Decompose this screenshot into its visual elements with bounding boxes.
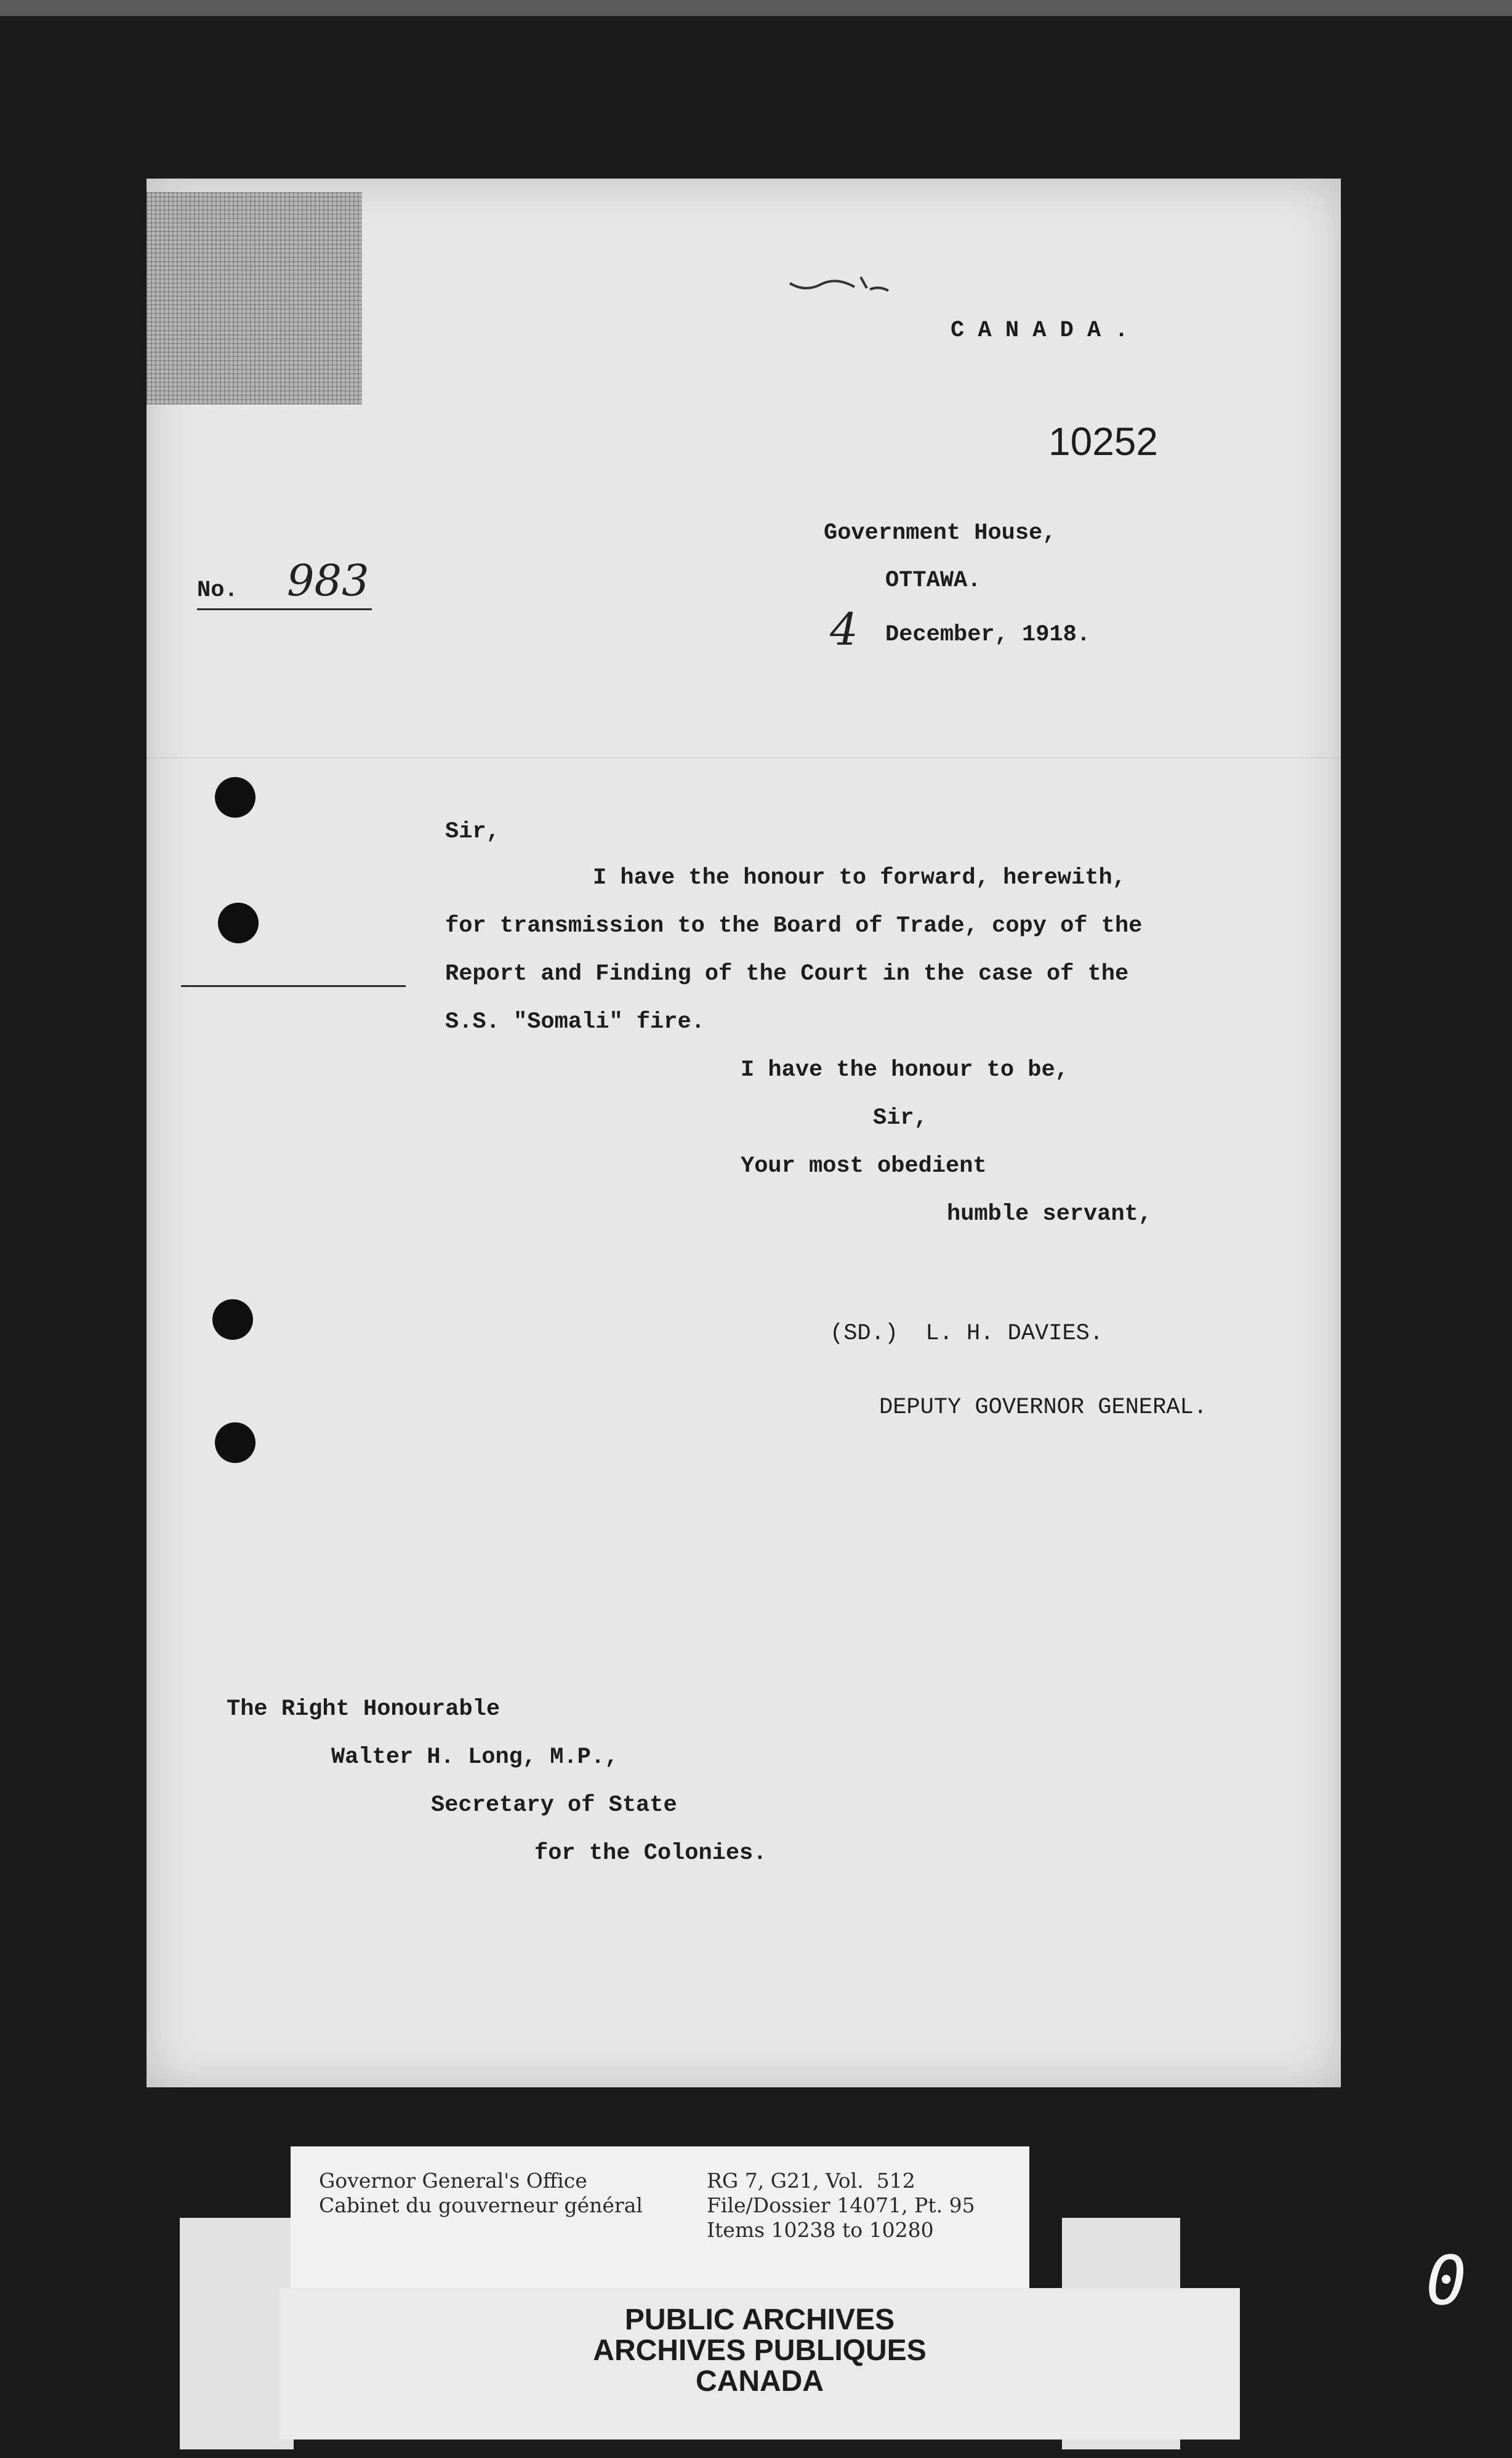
address-line-2: OTTAWA. bbox=[885, 568, 981, 594]
punch-hole bbox=[212, 1299, 253, 1340]
signature: (SD.) L. H. DAVIES. bbox=[830, 1321, 1104, 1347]
ref-label: No. bbox=[197, 578, 238, 603]
frame-mark: 0 bbox=[1426, 2241, 1467, 2320]
ref-number-handwritten: 983 bbox=[287, 555, 369, 606]
closing-line-1: I have the honour to be, bbox=[741, 1057, 1069, 1083]
film-edge bbox=[0, 0, 1512, 16]
margin-rule bbox=[181, 985, 406, 987]
recipient-line-2: Walter H. Long, M.P., bbox=[331, 1744, 619, 1770]
punch-hole bbox=[215, 1422, 255, 1463]
fabric-swatch bbox=[147, 192, 362, 405]
ref-underline bbox=[197, 608, 372, 610]
recipient-line-1: The Right Honourable bbox=[227, 1696, 501, 1722]
office-english: Governor General's Office bbox=[319, 2169, 587, 2193]
signature-title: DEPUTY GOVERNOR GENERAL. bbox=[879, 1395, 1207, 1420]
body-line-1: I have the honour to forward, herewith, bbox=[593, 865, 1126, 891]
salutation: Sir, bbox=[445, 819, 500, 845]
stamp-line-2: ARCHIVES PUBLIQUES bbox=[593, 2334, 927, 2367]
recipient-line-3: Secretary of State bbox=[431, 1792, 677, 1818]
closing-line-2: Sir, bbox=[873, 1105, 928, 1131]
item-number: 10252 bbox=[1048, 419, 1158, 464]
punch-hole bbox=[215, 777, 255, 818]
reference-line-2: File/Dossier 14071, Pt. 95 bbox=[707, 2193, 975, 2217]
recipient-line-4: for the Colonies. bbox=[534, 1840, 767, 1866]
punch-hole bbox=[218, 903, 259, 943]
office-french: Cabinet du gouverneur général bbox=[319, 2193, 643, 2217]
archive-reference-card bbox=[291, 2146, 1029, 2300]
body-line-4: S.S. "Somali" fire. bbox=[445, 1009, 705, 1035]
date-day-handwritten: 4 bbox=[830, 603, 858, 655]
reference-line-1: RG 7, G21, Vol. 512 bbox=[707, 2169, 915, 2193]
body-line-2: for transmission to the Board of Trade, copy of the bbox=[445, 913, 1143, 939]
closing-line-3: Your most obedient bbox=[741, 1153, 987, 1179]
body-line-3: Report and Finding of the Court in the case of the bbox=[445, 961, 1129, 987]
reference-line-3: Items 10238 to 10280 bbox=[707, 2218, 934, 2242]
letter-page bbox=[147, 179, 1341, 2087]
pencil-mark bbox=[787, 265, 898, 302]
label-tab-left bbox=[180, 2218, 294, 2449]
country-heading: C A N A D A . bbox=[951, 318, 1128, 344]
date-line: December, 1918. bbox=[885, 622, 1091, 648]
address-line-1: Government House, bbox=[824, 520, 1056, 546]
stamp-line-3: CANADA bbox=[696, 2365, 824, 2398]
stamp-line-1: PUBLIC ARCHIVES bbox=[624, 2303, 895, 2336]
page-fold bbox=[147, 757, 1341, 759]
archives-stamp bbox=[279, 2288, 1240, 2440]
closing-line-4: humble servant, bbox=[947, 1201, 1152, 1227]
